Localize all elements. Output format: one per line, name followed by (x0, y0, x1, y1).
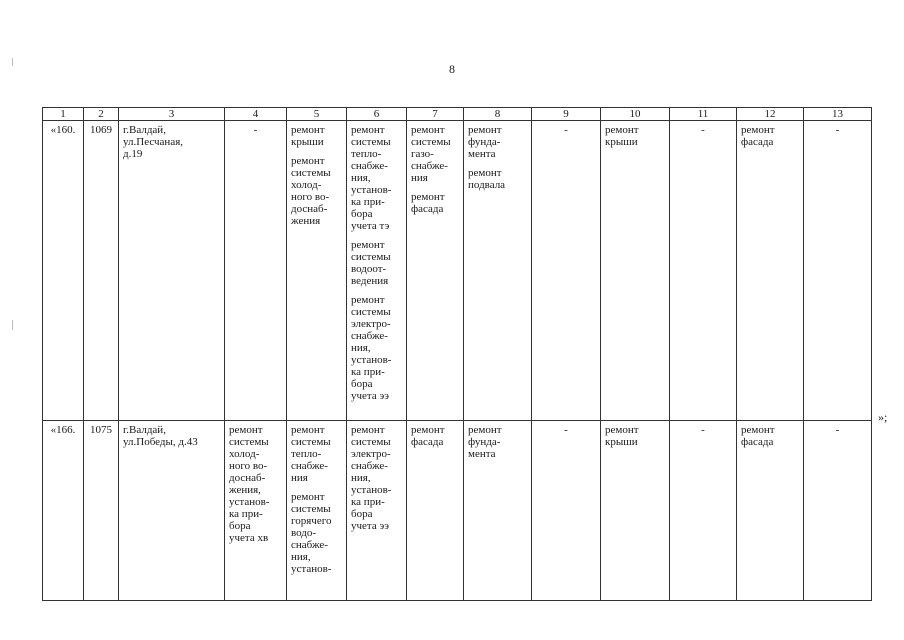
work-entry: ремонт системы газо- снабже- ния (411, 124, 451, 184)
work-cell-col11 (670, 121, 737, 421)
column-header-5: 5 (287, 108, 347, 121)
column-header-12: 12 (737, 108, 804, 121)
work-cell-col5 (287, 121, 347, 421)
column-header-9: 9 (532, 108, 601, 121)
row-number-cell (43, 421, 84, 601)
column-number-row (43, 108, 872, 121)
page-number: 8 (449, 62, 455, 76)
register-table (42, 107, 872, 601)
work-cell-col13 (804, 421, 872, 601)
work-cell-col6 (347, 121, 407, 421)
column-header-1: 1 (43, 108, 84, 121)
work-entry: ремонт фасада (741, 424, 775, 448)
work-entry: ремонт крыши (291, 124, 325, 148)
work-cell-col4 (225, 121, 287, 421)
empty-dash: - (564, 424, 568, 436)
work-cell-col8 (464, 121, 532, 421)
work-entry: ремонт фасада (741, 124, 775, 148)
house-code-cell (84, 421, 119, 601)
work-entry: ремонт крыши (605, 424, 639, 448)
work-entry: ремонт фасада (411, 191, 445, 215)
address-cell (119, 121, 225, 421)
work-entry: ремонт подвала (468, 167, 506, 191)
work-cell-col7 (407, 421, 464, 601)
column-header-3: 3 (119, 108, 225, 121)
column-header-10: 10 (601, 108, 670, 121)
work-cell-col10 (601, 421, 670, 601)
house-code: 1069 (90, 124, 112, 136)
work-entry: ремонт системы холод- ного во- доснаб- жения, установ- ка при- бора учета хв (229, 424, 270, 544)
work-cell-col6 (347, 421, 407, 601)
column-header-13: 13 (804, 108, 872, 121)
row-number: «160. (50, 124, 76, 136)
work-cell-col4 (225, 421, 287, 601)
house-code: 1075 (90, 424, 112, 436)
work-entry: ремонт фасада (411, 424, 445, 448)
empty-dash: - (701, 424, 705, 436)
work-cell-col13 (804, 121, 872, 421)
empty-dash: - (835, 124, 840, 136)
empty-dash: - (253, 124, 258, 136)
scan-mark (12, 320, 13, 330)
address: г.Валдай, ул.Песчаная, д.19 (123, 124, 184, 160)
column-header-11: 11 (670, 108, 737, 121)
row-number: «166. (50, 424, 76, 436)
work-entry: ремонт системы тепло- снабже- ния (291, 424, 331, 484)
empty-dash: - (564, 124, 568, 136)
work-entry: ремонт системы горячего водо- снабже- ния, установ- (291, 491, 332, 575)
house-code-cell (84, 121, 119, 421)
empty-dash: - (835, 424, 840, 436)
work-entry: ремонт системы тепло- снабже- ния, установ- ка при- бора учета тэ (351, 124, 392, 232)
work-cell-col8 (464, 421, 532, 601)
table-row (43, 121, 872, 421)
column-header-7: 7 (407, 108, 464, 121)
work-cell-col12 (737, 121, 804, 421)
work-cell-col11 (670, 421, 737, 601)
work-entry: ремонт системы электро- снабже- ния, установ- ка при- бора учета ээ (351, 294, 392, 402)
table-row (43, 421, 872, 601)
work-entry: ремонт фунда- мента (468, 124, 502, 160)
empty-dash: - (701, 124, 705, 136)
column-header-6: 6 (347, 108, 407, 121)
column-header-2: 2 (84, 108, 119, 121)
work-entry: ремонт системы водоот- ведения (351, 239, 391, 287)
address-cell (119, 421, 225, 601)
work-entry: ремонт системы холод- ного во- доснаб- жения (291, 155, 331, 227)
column-header-4: 4 (225, 108, 287, 121)
column-header-8: 8 (464, 108, 532, 121)
row-number-cell (43, 121, 84, 421)
work-cell-col9 (532, 121, 601, 421)
work-cell-col12 (737, 421, 804, 601)
work-cell-col7 (407, 121, 464, 421)
work-cell-col9 (532, 421, 601, 601)
work-cell-col10 (601, 121, 670, 421)
closing-quote-mark: »; (878, 410, 888, 424)
work-entry: ремонт системы электро- снабже- ния, установ- ка при- бора учета ээ (351, 424, 392, 532)
address: г.Валдай, ул.Победы, д.43 (123, 424, 198, 448)
work-cell-col5 (287, 421, 347, 601)
work-entry: ремонт фунда- мента (468, 424, 502, 460)
work-entry: ремонт крыши (605, 124, 639, 148)
